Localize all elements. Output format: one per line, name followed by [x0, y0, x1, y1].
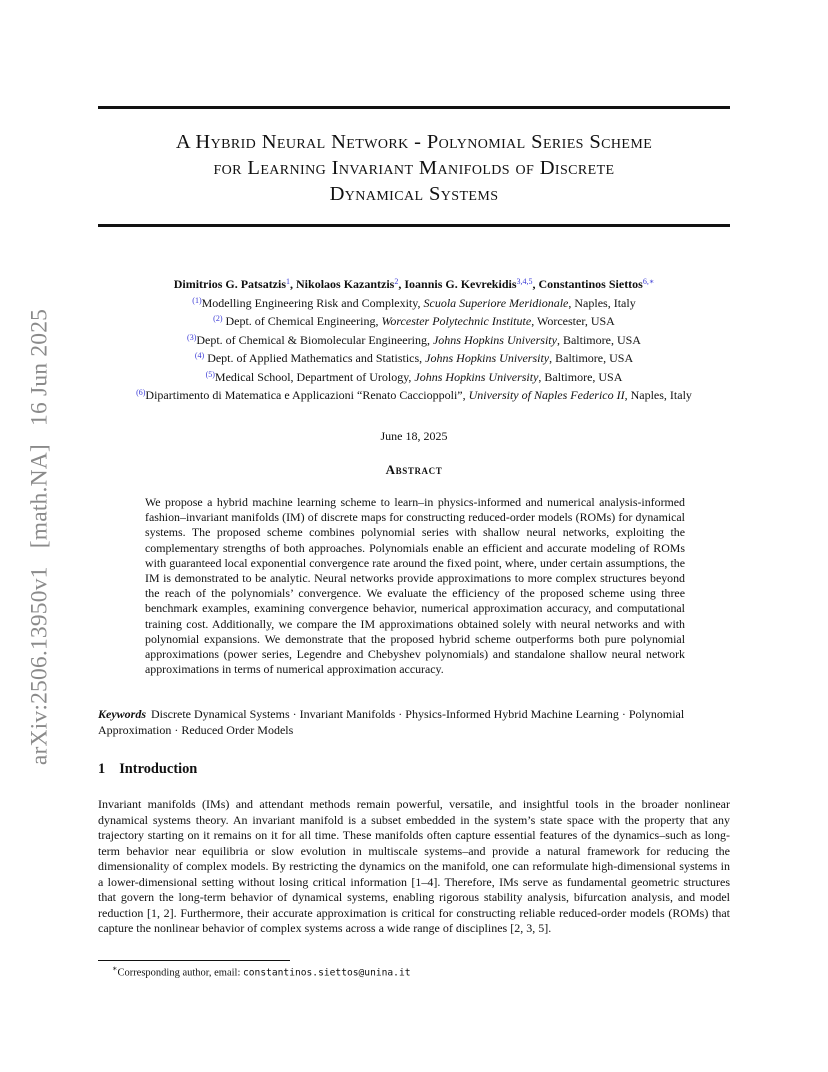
keywords-label: Keywords: [98, 707, 146, 721]
title-rule-bottom: [98, 224, 730, 227]
title-line-1: A Hybrid Neural Network - Polynomial Series Scheme: [175, 131, 653, 153]
author-name: Ioannis G. Kevrekidis: [404, 277, 517, 291]
affiliation-mark: (6): [136, 388, 146, 397]
section-number: 1: [98, 761, 106, 777]
affiliation-text: Dept. of Chemical & Biomolecular Engineering,: [196, 332, 433, 347]
title-rule-top: [98, 106, 730, 109]
section-title: Introduction: [119, 761, 198, 777]
affiliation-6: [40, 385, 788, 404]
affiliation-1: [40, 293, 788, 312]
affiliation-location: , Baltimore, USA: [556, 332, 641, 347]
title-line-3: Dynamical Systems: [329, 183, 499, 205]
keywords: [98, 706, 730, 738]
affiliation-3: [40, 330, 788, 349]
section-heading-introduction: [98, 761, 197, 778]
affiliation-institution: Johns Hopkins University: [425, 351, 550, 365]
footnote-mark: ∗: [112, 964, 118, 973]
affiliation-text: Modelling Engineering Risk and Complexity,: [201, 295, 424, 310]
affiliation-institution: Johns Hopkins University: [432, 332, 557, 347]
affiliation-location: , Baltimore, USA: [549, 351, 634, 365]
affiliation-text: Dept. of Chemical Engineering,: [222, 314, 382, 328]
affiliation-5: [40, 367, 788, 386]
affiliation-mark: (2): [213, 314, 223, 323]
affiliation-4: [40, 348, 788, 367]
paper-title: [98, 129, 730, 207]
affiliation-location: , Naples, Italy: [568, 295, 636, 310]
footnote-text: Corresponding author, email:: [117, 967, 243, 979]
affiliation-institution: Johns Hopkins University: [414, 369, 539, 384]
author-list: [40, 274, 788, 293]
affiliation-text: Dept. of Applied Mathematics and Statistics,: [204, 351, 426, 365]
affiliation-location: , Baltimore, USA: [538, 369, 623, 384]
affiliation-institution: Scuola Superiore Meridionale: [423, 295, 569, 310]
footnote-rule: [98, 960, 290, 961]
affiliation-text: Medical School, Department of Urology,: [214, 369, 415, 384]
affiliation-institution: Worcester Polytechnic Institute: [381, 314, 532, 328]
footnote-email[interactable]: constantinos.siettos@unina.it: [243, 967, 411, 979]
affiliation-mark: (4): [194, 351, 205, 360]
keywords-text: Discrete Dynamical Systems · Invariant Manifolds · Physics-Informed Hybrid Machine Learning · Polynomial Approximation · Reduced Order Models: [98, 707, 685, 737]
affiliation-mark: (3): [187, 332, 197, 342]
paper-date: June 18, 2025: [380, 429, 448, 443]
author-mark[interactable]: 3,4,5: [516, 277, 533, 286]
title-line-2: for Learning Invariant Manifolds of Discrete: [213, 157, 615, 179]
arxiv-id: arXiv:2506.13950v1: [26, 566, 53, 766]
author-name: Dimitrios G. Patsatzis: [173, 277, 287, 291]
abstract-body: We propose a hybrid machine learning scheme to learn–in physics-informed and numerical analysis-informed fashion–invariant manifolds (IM) of discrete maps for constructing reduced-order models (ROMs) for dynamical systems. The proposed scheme combines polynomial series with shallow neural networks, exploiting the complementary strengths of both approaches. Polynomials enable an efficient and accurate modeling of ROMs with guaranteed local exponential convergence rate around the fixed point, where, under certain assumptions, the IM is demonstrated to be analytic. Neural networks provide approximations to more complex structures beyond the reach of the polynomials’ convergence. We evaluate the efficiency of the proposed scheme using three benchmark examples, examining convergence behavior, numerical approximation accuracy, and computational training cost. Additionally, we compare the IM approximations obtained solely with neural networks and with polynomial expansions. We demonstrate that the proposed hybrid scheme outperforms both pure polynomial approximations (power series, Legendre and Chebyshev polynomials) and standalone shallow neural network approximations in terms of numerical approximation accuracy.: [145, 495, 685, 677]
affiliation-institution: University of Naples Federico II: [468, 388, 625, 402]
arxiv-category: [math.NA]: [26, 444, 53, 549]
author-block: [40, 274, 788, 404]
abstract-heading: Abstract: [385, 462, 443, 477]
author-separator: ,: [532, 277, 539, 291]
affiliation-location: , Naples, Italy: [624, 388, 692, 402]
author-name: Nikolaos Kazantzis: [296, 277, 395, 291]
affiliation-text: Dipartimento di Matematica e Applicazioni “Renato Caccioppoli”,: [145, 388, 469, 402]
footnote: [112, 964, 411, 979]
author-separator: ,: [290, 277, 297, 291]
affiliation-location: , Worcester, USA: [531, 314, 615, 328]
affiliation-mark: (5): [205, 369, 215, 379]
author-name: Constantinos Siettos: [538, 277, 643, 291]
affiliation-mark: (1): [192, 295, 202, 305]
author-mark[interactable]: 2: [394, 277, 399, 286]
author-mark[interactable]: 6,∗: [642, 277, 655, 286]
introduction-body: Invariant manifolds (IMs) and attendant methods remain powerful, versatile, and insightful tools in the broader nonlinear dynamical systems theory. An invariant manifold is a subset embedded in the system’s state space with the property that any trajectory starting on it remains on it for all time. These manifolds often capture essential features of the dynamics–such as long-term behavior near equilibria or slow evolution in multiscale systems–and provide a natural framework for reducing the dimensionality of complex models. By restricting the dynamics on the manifold, one can reformulate high-dimensional systems in a lower-dimensional setting without losing critical information [1–4]. Therefore, IMs serve as fundamental geometric structures that govern the long-term behavior of dynamical systems, enabling rigorous stability analysis, bifurcation analysis, and model reduction [1, 2]. Furthermore, their accurate approximation is critical for constructing reliable reduced-order models (ROMs) that capture the nonlinear behavior of complex systems across a wide range of disciplines [2, 3, 5].: [98, 797, 730, 935]
author-mark[interactable]: 1: [286, 277, 291, 286]
affiliation-2: [40, 311, 788, 330]
arxiv-date: 16 Jun 2025: [26, 308, 53, 426]
author-separator: ,: [398, 277, 405, 291]
